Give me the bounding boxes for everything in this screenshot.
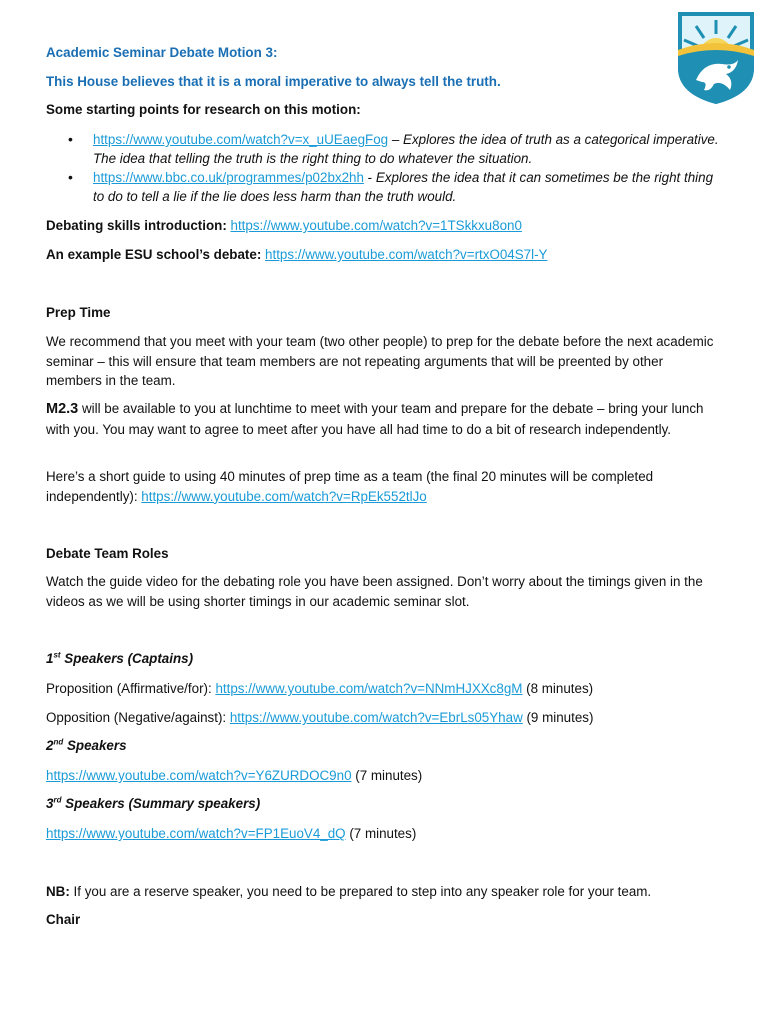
example-debate-link[interactable]: https://www.youtube.com/watch?v=rtxO04S7l-Y xyxy=(265,247,548,262)
list-item xyxy=(46,130,722,168)
proposition-duration: (8 minutes) xyxy=(522,681,594,696)
proposition-line xyxy=(46,679,593,699)
third-speakers-line xyxy=(46,824,416,844)
third-speakers-duration: (7 minutes) xyxy=(345,826,417,841)
bullet-icon: • xyxy=(68,131,73,147)
room-label: M2.3 xyxy=(46,401,79,417)
debating-skills-line xyxy=(46,216,522,236)
chair-heading: Chair xyxy=(46,912,81,927)
third-speakers-link[interactable]: https://www.youtube.com/watch?v=FP1EuoV4_dQ xyxy=(46,826,346,841)
second-speakers-duration: (7 minutes) xyxy=(351,768,423,783)
separator: – xyxy=(388,132,404,147)
research-link-2[interactable]: https://www.bbc.co.uk/programmes/p02bx2hh xyxy=(93,170,364,185)
opposition-label: Opposition (Negative/against): xyxy=(46,710,230,725)
third-speakers-title: Speakers (Summary speakers) xyxy=(61,796,261,811)
opposition-line xyxy=(46,708,593,728)
debating-skills-label: Debating skills introduction: xyxy=(46,218,227,233)
second-speakers-heading xyxy=(46,736,127,756)
proposition-label: Proposition (Affirmative/for): xyxy=(46,681,216,696)
first-speakers-heading xyxy=(46,649,193,669)
research-link-1-description: Explores the idea of truth as a categorical imperative. The idea that telling the truth is the right thing to do whatever the situation. xyxy=(93,132,719,166)
example-debate-label: An example ESU school’s debate: xyxy=(46,247,262,262)
separator: - xyxy=(363,170,376,185)
second-speakers-line xyxy=(46,766,422,786)
prep-paragraph-3 xyxy=(46,467,722,506)
team-roles-intro: Watch the guide video for the debating role you have been assigned. Don’t worry about the timings given in the videos as we will be using shorter timings in our academic seminar slot. xyxy=(46,574,703,609)
research-link-2-description: Explores the idea that it can sometimes be the right thing to do to tell a lie if the lie does less harm than the truth would. xyxy=(93,170,714,204)
first-speakers-ordinal: st xyxy=(53,650,61,660)
opposition-duration: (9 minutes) xyxy=(522,710,594,725)
research-links-list xyxy=(46,130,722,206)
bullet-icon: • xyxy=(68,169,73,185)
prep-time-heading: Prep Time xyxy=(46,305,111,320)
school-logo-icon xyxy=(674,10,758,106)
second-speakers-title: Speakers xyxy=(63,738,127,753)
team-roles-heading: Debate Team Roles xyxy=(46,546,169,561)
prep-paragraph-2 xyxy=(46,399,722,439)
prep-paragraph-2-text: will be available to you at lunchtime to meet with your team and prepare for the debate – bring your lunch with you. You may want to agree to meet after you have all had time to do a bit of research independently. xyxy=(46,401,704,437)
list-item xyxy=(46,168,722,206)
starting-points-heading: Some starting points for research on this motion: xyxy=(46,102,361,117)
first-speakers-title: Speakers (Captains) xyxy=(60,651,194,666)
reserve-speaker-note xyxy=(46,882,651,902)
nb-label: NB: xyxy=(46,884,70,899)
research-link-1[interactable]: https://www.youtube.com/watch?v=x_uUEaegFog xyxy=(93,132,389,147)
prep-guide-link[interactable]: https://www.youtube.com/watch?v=RpEk552tlJo xyxy=(141,488,427,504)
prep-paragraph-1: We recommend that you meet with your team (two other people) to prep for the debate before the next academic seminar – this will ensure that team members are not repeating arguments that will be preented by other members in the team. xyxy=(46,334,714,388)
document-title: Academic Seminar Debate Motion 3: xyxy=(46,45,278,60)
proposition-link[interactable]: https://www.youtube.com/watch?v=NNmHJXXc8gM xyxy=(215,681,523,696)
nb-text: If you are a reserve speaker, you need to be prepared to step into any speaker role for your team. xyxy=(69,884,652,899)
second-speakers-number: 2 xyxy=(46,738,54,753)
second-speakers-link[interactable]: https://www.youtube.com/watch?v=Y6ZURDOC9n0 xyxy=(46,768,352,783)
third-speakers-heading xyxy=(46,794,260,814)
second-speakers-ordinal: nd xyxy=(53,737,64,747)
prep-paragraph-3-text: Here’s a short guide to using 40 minutes of prep time as a team (the final 20 minutes will be completed independently): xyxy=(46,469,654,504)
motion-statement: This House believes that it is a moral imperative to always tell the truth. xyxy=(46,74,501,89)
debating-skills-link[interactable]: https://www.youtube.com/watch?v=1TSkkxu8on0 xyxy=(230,218,522,233)
third-speakers-number: 3 xyxy=(46,796,54,811)
example-debate-line xyxy=(46,245,548,265)
first-speakers-number: 1 xyxy=(46,651,54,666)
opposition-link[interactable]: https://www.youtube.com/watch?v=EbrLs05Yhaw xyxy=(229,710,523,725)
third-speakers-ordinal: rd xyxy=(53,795,62,805)
